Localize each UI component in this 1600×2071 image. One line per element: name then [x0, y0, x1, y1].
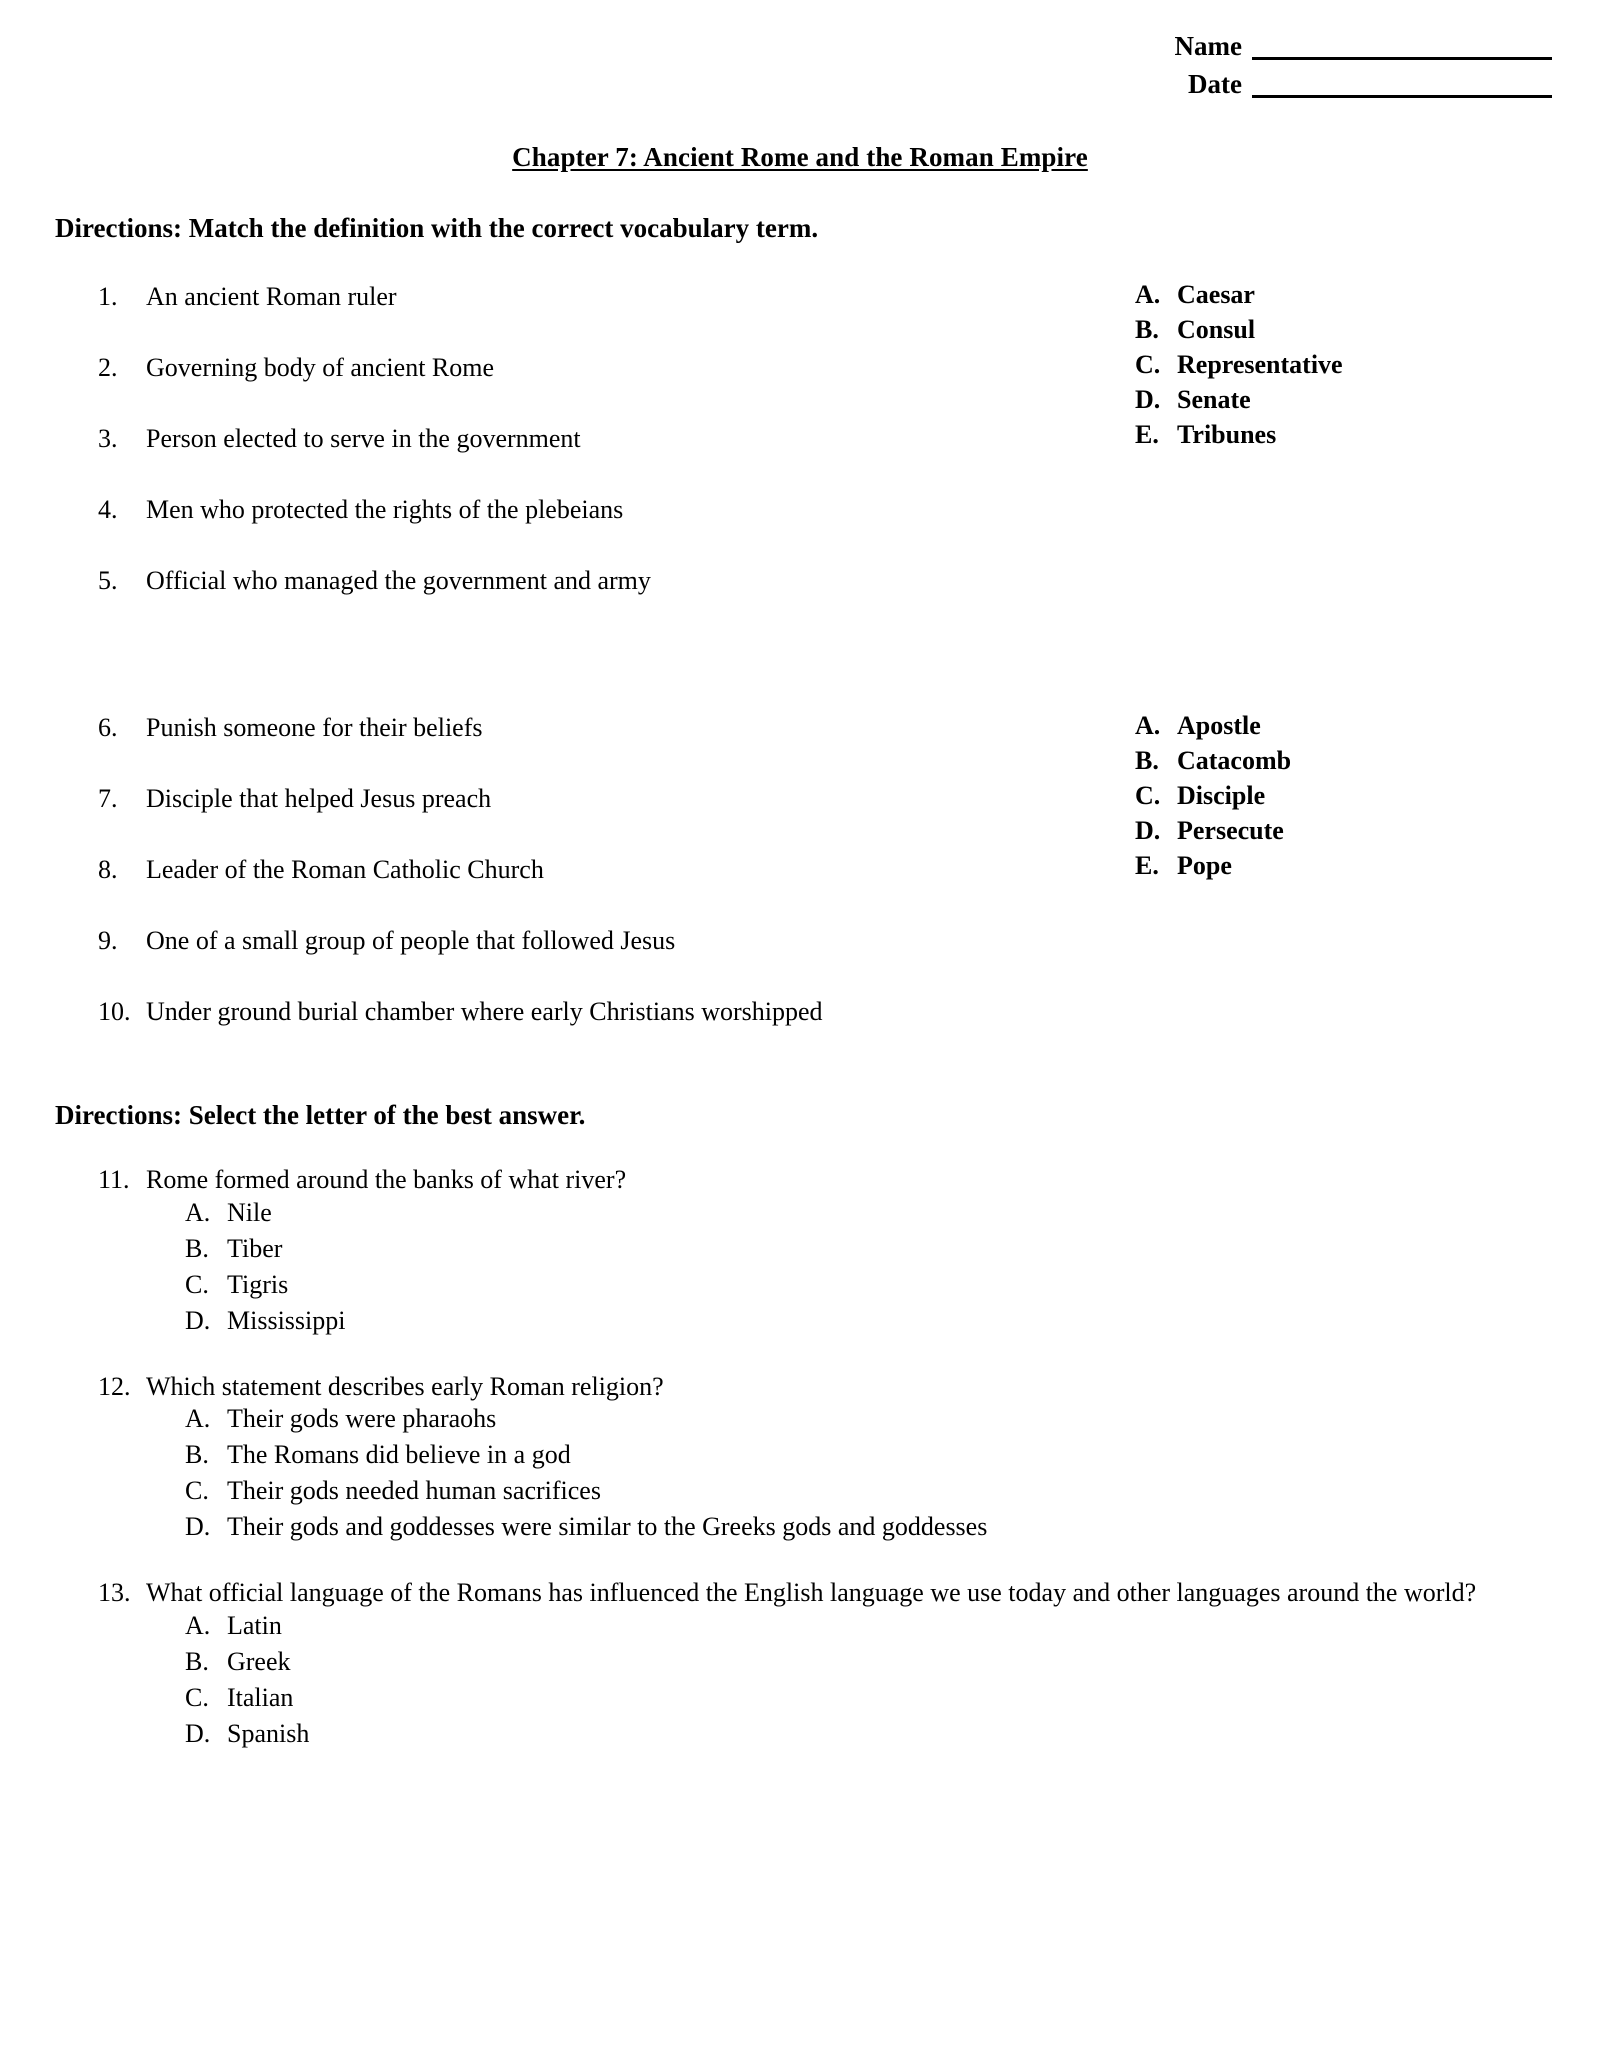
question-number: 11.: [98, 1165, 130, 1194]
mc-option[interactable]: [185, 1441, 1600, 1477]
entry-letter: A.: [1135, 711, 1161, 740]
date-row: [1132, 60, 1552, 98]
matching-item[interactable]: [98, 713, 1098, 784]
mc-stem: [0, 1577, 1600, 1610]
item-number: 4.: [98, 495, 118, 524]
item-text: Person elected to serve in the government: [146, 424, 581, 453]
option-text: Nile: [227, 1197, 272, 1227]
answer-bank-entry[interactable]: [1135, 818, 1555, 853]
option-text: Their gods needed human sacrifices: [227, 1476, 601, 1505]
date-write-line[interactable]: [1252, 69, 1552, 98]
item-text: One of a small group of people that followed Jesus: [146, 926, 676, 955]
option-letter: B.: [185, 1233, 209, 1263]
mc-option[interactable]: [185, 1199, 1600, 1235]
item-number: 3.: [98, 424, 118, 453]
mc-stem: [0, 1371, 1600, 1404]
mc-option[interactable]: [185, 1307, 1600, 1343]
matching-item[interactable]: [98, 424, 1098, 495]
mc-option[interactable]: [185, 1235, 1600, 1271]
question-text: Rome formed around the banks of what river?: [146, 1165, 627, 1194]
option-text: Spanish: [227, 1718, 310, 1748]
question-text: What official language of the Romans has influenced the English language we use today and other languages around the world?: [146, 1578, 1477, 1607]
question-number: 12.: [98, 1371, 131, 1401]
entry-text: Representative: [1177, 350, 1343, 379]
matching-item[interactable]: [98, 353, 1098, 424]
option-text: Latin: [227, 1610, 282, 1640]
item-number: 2.: [98, 353, 118, 382]
option-letter: A.: [185, 1197, 211, 1227]
mc-question: [0, 1577, 1600, 1756]
matching-item[interactable]: [98, 784, 1098, 855]
answer-bank-2: [1135, 713, 1555, 888]
option-text: Tigris: [227, 1269, 289, 1299]
entry-letter: D.: [1135, 385, 1161, 414]
entry-letter: B.: [1135, 746, 1159, 775]
answer-bank-entry[interactable]: [1135, 748, 1555, 783]
entry-letter: A.: [1135, 280, 1161, 309]
name-date-header: [1132, 22, 1552, 98]
matching-item[interactable]: [98, 495, 1098, 566]
item-text: Under ground burial chamber where early Christians worshipped: [146, 997, 823, 1026]
matching-item[interactable]: [98, 282, 1098, 353]
entry-letter: E.: [1135, 851, 1159, 880]
page-title-text: Chapter 7: Ancient Rome and the Roman Empire: [512, 142, 1088, 172]
question-text: Which statement describes early Roman religion?: [146, 1371, 664, 1401]
option-letter: A.: [185, 1610, 211, 1640]
answer-bank-entry[interactable]: [1135, 422, 1555, 457]
option-letter: D.: [185, 1305, 211, 1335]
multiple-choice-section: [0, 1164, 1600, 1784]
option-text: The Romans did believe in a god: [227, 1440, 571, 1469]
entry-letter: B.: [1135, 315, 1159, 344]
question-number: 13.: [98, 1578, 131, 1607]
item-text: Disciple that helped Jesus preach: [146, 784, 492, 813]
answer-bank-entry[interactable]: [1135, 713, 1555, 748]
mc-stem: [0, 1164, 1600, 1197]
entry-text: Persecute: [1177, 816, 1284, 845]
item-number: 10.: [98, 997, 131, 1026]
mc-question: [0, 1164, 1600, 1343]
matching-item[interactable]: [98, 566, 1098, 637]
entry-letter: D.: [1135, 816, 1161, 845]
item-text: An ancient Roman ruler: [146, 282, 397, 311]
option-text: Tiber: [227, 1233, 283, 1263]
name-row: [1132, 22, 1552, 60]
directions-multiple-choice: Directions: Select the letter of the best answer.: [55, 1100, 586, 1130]
option-letter: C.: [185, 1682, 209, 1712]
mc-option[interactable]: [185, 1513, 1600, 1549]
answer-bank-entry[interactable]: [1135, 317, 1555, 352]
option-letter: B.: [185, 1646, 209, 1676]
mc-options: [0, 1197, 1600, 1343]
option-text: Their gods were pharaohs: [227, 1404, 497, 1433]
mc-option[interactable]: [185, 1405, 1600, 1441]
matching-items-2: [98, 713, 1098, 1068]
name-label: Name: [1174, 31, 1242, 61]
date-label: Date: [1188, 69, 1242, 99]
option-letter: C.: [185, 1476, 209, 1505]
matching-item[interactable]: [98, 997, 1098, 1068]
mc-option[interactable]: [185, 1720, 1600, 1756]
option-letter: D.: [185, 1718, 211, 1748]
entry-letter: C.: [1135, 350, 1161, 379]
item-number: 7.: [98, 784, 118, 813]
entry-text: Catacomb: [1177, 746, 1292, 775]
item-number: 8.: [98, 855, 118, 884]
matching-item[interactable]: [98, 926, 1098, 997]
option-letter: C.: [185, 1269, 209, 1299]
option-text: Greek: [227, 1646, 291, 1676]
option-letter: B.: [185, 1440, 209, 1469]
answer-bank-entry[interactable]: [1135, 783, 1555, 818]
option-text: Their gods and goddesses were similar to the Greeks gods and goddesses: [227, 1512, 988, 1541]
entry-text: Consul: [1177, 315, 1256, 344]
page-title: [0, 142, 1600, 173]
answer-bank-entry[interactable]: [1135, 387, 1555, 422]
mc-option[interactable]: [185, 1271, 1600, 1307]
entry-text: Caesar: [1177, 280, 1255, 309]
item-text: Leader of the Roman Catholic Church: [146, 855, 544, 884]
mc-question: [0, 1371, 1600, 1550]
mc-option[interactable]: [185, 1477, 1600, 1513]
entry-letter: C.: [1135, 781, 1161, 810]
answer-bank-1: [1135, 282, 1555, 457]
item-text: Punish someone for their beliefs: [146, 713, 483, 742]
mc-option[interactable]: [185, 1648, 1600, 1684]
item-number: 5.: [98, 566, 118, 595]
mc-options: [0, 1610, 1600, 1756]
item-text: Official who managed the government and army: [146, 566, 651, 595]
option-letter: D.: [185, 1512, 211, 1541]
entry-text: Pope: [1177, 851, 1232, 880]
answer-bank-entry[interactable]: [1135, 352, 1555, 387]
directions-matching: Directions: Match the definition with the correct vocabulary term.: [55, 213, 819, 243]
entry-text: Tribunes: [1177, 420, 1277, 449]
matching-item[interactable]: [98, 855, 1098, 926]
answer-bank-entry[interactable]: [1135, 282, 1555, 317]
option-text: Mississippi: [227, 1305, 346, 1335]
entry-text: Apostle: [1177, 711, 1261, 740]
mc-option[interactable]: [185, 1684, 1600, 1720]
item-number: 1.: [98, 282, 118, 311]
name-write-line[interactable]: [1252, 31, 1552, 60]
mc-option[interactable]: [185, 1612, 1600, 1648]
item-text: Governing body of ancient Rome: [146, 353, 495, 382]
item-number: 6.: [98, 713, 118, 742]
option-text: Italian: [227, 1682, 294, 1712]
matching-items-1: [98, 282, 1098, 637]
entry-text: Disciple: [1177, 781, 1266, 810]
entry-letter: E.: [1135, 420, 1159, 449]
mc-options: [0, 1403, 1600, 1549]
entry-text: Senate: [1177, 385, 1251, 414]
option-letter: A.: [185, 1404, 211, 1433]
answer-bank-entry[interactable]: [1135, 853, 1555, 888]
item-text: Men who protected the rights of the plebeians: [146, 495, 624, 524]
item-number: 9.: [98, 926, 118, 955]
